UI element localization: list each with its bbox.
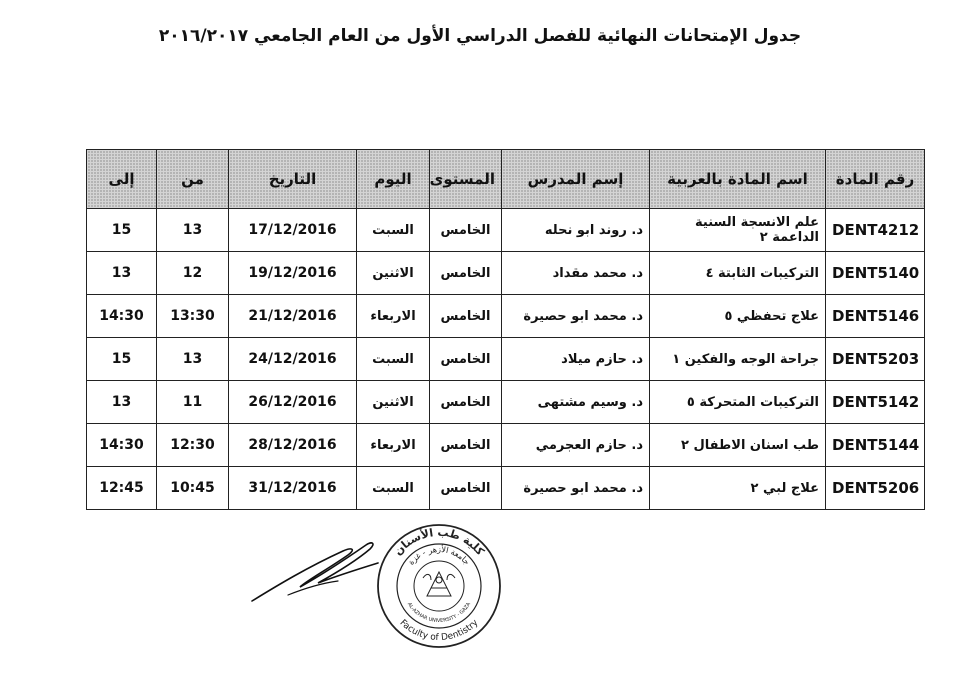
header-course-code: رقم المادة [826,150,925,209]
cell-teacher: د. محمد ابو حصيرة [502,467,650,510]
cell-teacher: د. محمد مقداد [502,252,650,295]
cell-date: 21/12/2016 [229,295,357,338]
header-row [87,150,925,209]
cell-course-name: جراحة الوجه والفكين ١ [650,338,826,381]
cell-to: 13 [87,381,157,424]
cell-to: 12:45 [87,467,157,510]
cell-course-name: طب اسنان الاطفال ٢ [650,424,826,467]
table-row [87,209,925,252]
cell-level: الخامس [430,252,502,295]
cell-teacher: د. روند ابو نحله [502,209,650,252]
cell-course-code: DENT5144 [826,424,925,467]
cell-from: 12:30 [157,424,229,467]
cell-course-code: DENT5206 [826,467,925,510]
header-teacher: إسم المدرس [502,150,650,209]
cell-day: الاثنين [357,381,430,424]
cell-level: الخامس [430,381,502,424]
cell-course-name: التركيبات المتحركة ٥ [650,381,826,424]
header-to: إلى [87,150,157,209]
table-row [87,424,925,467]
cell-from: 12 [157,252,229,295]
cell-course-code: DENT5140 [826,252,925,295]
cell-to: 13 [87,252,157,295]
cell-to: 14:30 [87,424,157,467]
cell-from: 13 [157,338,229,381]
cell-date: 28/12/2016 [229,424,357,467]
header-level: المستوى [430,150,502,209]
stamp-inner-text: جامعة الأزهر - غزة [406,544,472,567]
cell-teacher: د. وسيم مشتهى [502,381,650,424]
cell-date: 19/12/2016 [229,252,357,295]
cell-level: الخامس [430,295,502,338]
signature [248,537,383,607]
header-date: التاريخ [229,150,357,209]
cell-course-name: التركيبات الثابتة ٤ [650,252,826,295]
cell-day: السبت [357,467,430,510]
cell-level: الخامس [430,424,502,467]
header-from: من [157,150,229,209]
cell-teacher: د. محمد ابو حصيرة [502,295,650,338]
stamp-top-text: كلية طب الأسنان [391,525,487,558]
cell-day: الاربعاء [357,295,430,338]
cell-course-code: DENT4212 [826,209,925,252]
exam-schedule-table [86,149,925,510]
table-row [87,295,925,338]
table-row [87,252,925,295]
cell-teacher: د. حازم ميلاد [502,338,650,381]
cell-to: 14:30 [87,295,157,338]
cell-day: الاربعاء [357,424,430,467]
cell-course-name: علاج تحفظي ٥ [650,295,826,338]
table-row [87,467,925,510]
cell-course-code: DENT5146 [826,295,925,338]
emblem-icon [423,572,455,596]
cell-level: الخامس [430,338,502,381]
stamp-ring-text: AL-AZHAR UNIVERSITY - GAZA [405,601,473,625]
cell-to: 15 [87,338,157,381]
cell-from: 13:30 [157,295,229,338]
cell-course-name: علاج لبي ٢ [650,467,826,510]
cell-level: الخامس [430,467,502,510]
cell-from: 13 [157,209,229,252]
table-row [87,381,925,424]
table-row [87,338,925,381]
cell-day: السبت [357,338,430,381]
cell-day: الاثنين [357,252,430,295]
cell-day: السبت [357,209,430,252]
cell-from: 10:45 [157,467,229,510]
cell-date: 26/12/2016 [229,381,357,424]
cell-course-name: علم الانسجة السنية الداعمة ٢ [650,209,826,252]
page-title: جدول الإمتحانات النهائية للفصل الدراسي الأول من العام الجامعي ٢٠١٦/٢٠١٧ [158,26,802,46]
stamp-bottom-text: Faculty of Dentistry [397,618,481,644]
header-day: اليوم [357,150,430,209]
faculty-stamp [375,522,503,650]
cell-level: الخامس [430,209,502,252]
cell-course-code: DENT5142 [826,381,925,424]
cell-from: 11 [157,381,229,424]
cell-date: 17/12/2016 [229,209,357,252]
header-course-name: اسم المادة بالعربية [650,150,826,209]
cell-date: 24/12/2016 [229,338,357,381]
cell-course-code: DENT5203 [826,338,925,381]
cell-teacher: د. حازم العجرمي [502,424,650,467]
cell-date: 31/12/2016 [229,467,357,510]
cell-to: 15 [87,209,157,252]
